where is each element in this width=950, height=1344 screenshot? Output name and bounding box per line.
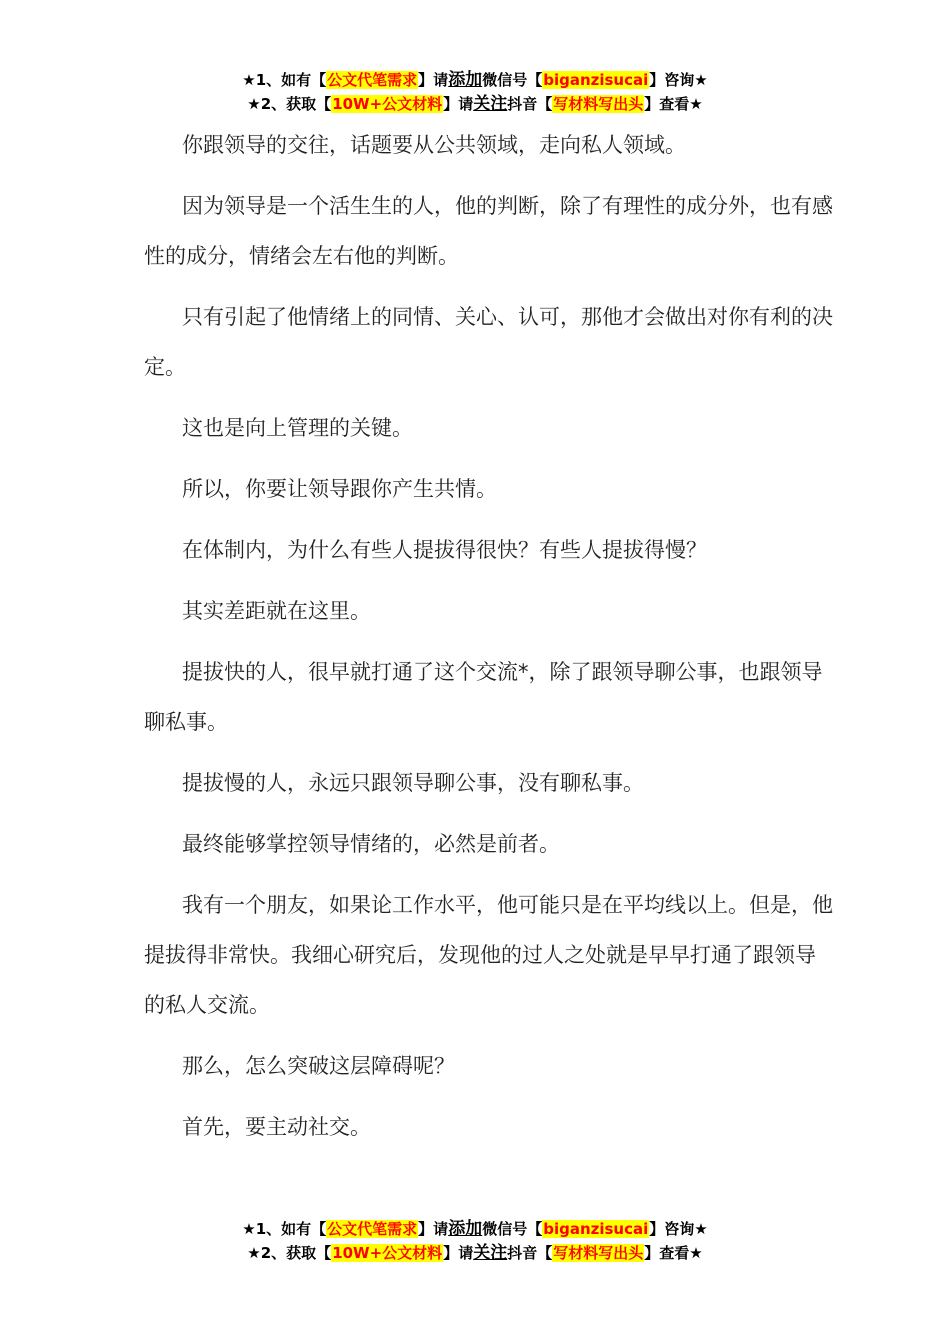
banner-line-1 [0,68,950,92]
paragraph: 其实差距就在这里。 [182,599,371,623]
banner-text: 抖音【 [507,1244,553,1262]
banner-text: 微信号【 [482,71,543,89]
banner-text: 】查看★ [644,1244,703,1262]
paragraph: 这也是向上管理的关键。 [182,416,413,440]
banner-line-2 [0,1241,950,1265]
banner-text: ★1、如有【 [242,71,327,89]
banner-emphasis: 关注 [473,1243,508,1263]
banner-text: 微信号【 [482,1220,543,1238]
paragraph: 因为领导是一个活生生的人，他的判断，除了有理性的成分外，也有感性的成分，情绪会左右他的判断。 [144,194,833,268]
banner-text: 抖音【 [507,95,553,113]
paragraph: 提拔快的人，很早就打通了这个交流*，除了跟领导聊公事，也跟领导聊私事。 [144,660,823,734]
banner-highlight: 写材料写出头 [553,95,644,113]
paragraph: 在体制内，为什么有些人提拔得很快？有些人提拔得慢？ [182,538,707,562]
banner-highlight: biganzisucai [543,1220,649,1238]
footer-banner [0,1217,950,1265]
banner-highlight: 公文代笔需求 [327,71,418,89]
paragraph: 只有引起了他情绪上的同情、关心、认可，那他才会做出对你有利的决定。 [144,305,833,379]
banner-highlight: 10W+公文材料 [332,1244,443,1262]
paragraph: 那么，怎么突破这层障碍呢？ [182,1054,455,1078]
paragraph: 你跟领导的交往，话题要从公共领域，走向私人领域。 [182,133,686,157]
banner-text: ★1、如有【 [242,1220,327,1238]
banner-text: 】咨询★ [649,71,708,89]
paragraph: 我有一个朋友，如果论工作水平，他可能只是在平均线以上。但是，他提拔得非常快。我细心研究后，发现他的过人之处就是早早打通了跟领导的私人交流。 [144,893,833,1017]
header-banner [0,68,950,116]
paragraph: 最终能够掌控领导情绪的，必然是前者。 [182,832,560,856]
banner-emphasis: 添加 [448,1219,483,1239]
article-body [144,120,834,1163]
banner-text: 】请 [443,1244,474,1262]
banner-emphasis: 关注 [473,94,508,114]
banner-text: ★2、获取【 [247,1244,332,1262]
paragraph: 所以，你要让领导跟你产生共情。 [182,477,497,501]
banner-emphasis: 添加 [448,70,483,90]
banner-highlight: 公文代笔需求 [327,1220,418,1238]
banner-highlight: biganzisucai [543,71,649,89]
banner-line-2 [0,92,950,116]
banner-highlight: 写材料写出头 [553,1244,644,1262]
banner-highlight: 10W+公文材料 [332,95,443,113]
banner-text: 】咨询★ [649,1220,708,1238]
paragraph: 首先，要主动社交。 [182,1115,371,1139]
banner-text: 】请 [418,1220,449,1238]
banner-text: 】查看★ [644,95,703,113]
banner-text: 】请 [443,95,474,113]
banner-line-1 [0,1217,950,1241]
paragraph: 提拔慢的人，永远只跟领导聊公事，没有聊私事。 [182,771,644,795]
banner-text: ★2、获取【 [247,95,332,113]
banner-text: 】请 [418,71,449,89]
